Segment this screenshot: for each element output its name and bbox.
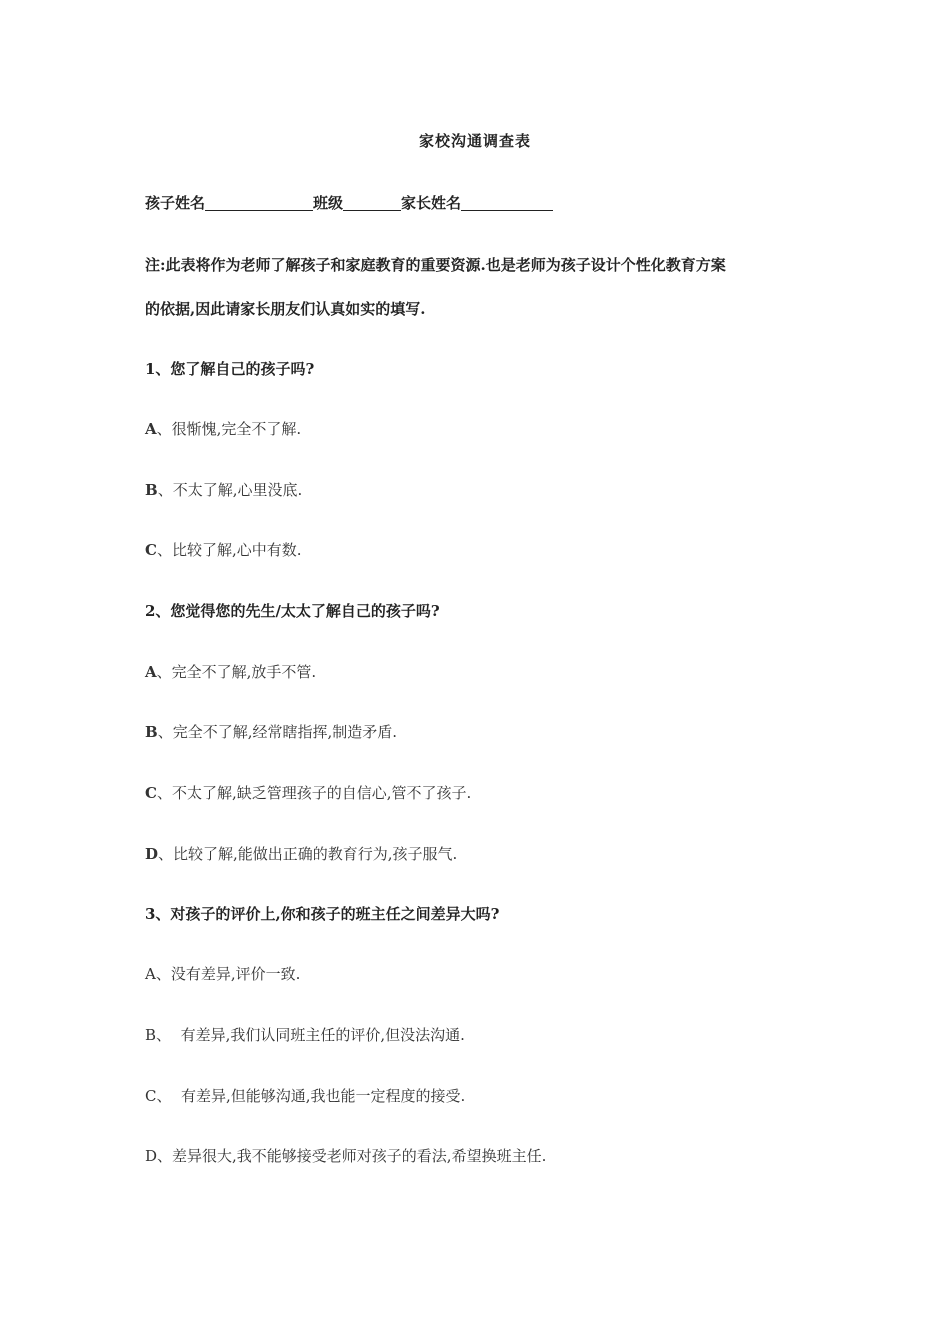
info-line xyxy=(145,192,553,213)
question-2: 2、您觉得您的先生/太太了解自己的孩子吗? xyxy=(145,602,440,620)
option-letter: B xyxy=(145,1026,157,1044)
q2-option-a[interactable] xyxy=(145,661,316,682)
option-letter: C xyxy=(145,1087,157,1105)
option-text: 、不太了解,心里没底. xyxy=(157,481,303,499)
page-title: 家校沟通调查表 xyxy=(418,132,531,150)
child-name-field[interactable] xyxy=(205,194,313,211)
note-line-2: 的依据,因此请家长朋友们认真如实的填写. xyxy=(145,300,426,318)
q3-option-a[interactable] xyxy=(145,963,300,984)
note-line-1: 注:此表将作为老师了解孩子和家庭教育的重要资源.也是老师为孩子设计个性化教育方案 xyxy=(145,256,726,274)
option-letter: D xyxy=(145,845,159,863)
option-text: 、不太了解,缺乏管理孩子的自信心,管不了孩子. xyxy=(156,784,472,802)
option-text: 、完全不了解,放手不管. xyxy=(156,663,317,681)
option-text: 、 有差异,但能够沟通,我也能一定程度的接受. xyxy=(156,1087,466,1105)
q3-option-b[interactable] xyxy=(145,1024,465,1045)
option-letter: A xyxy=(145,420,157,438)
q1-option-a[interactable] xyxy=(145,418,301,439)
q2-option-b[interactable] xyxy=(145,721,397,742)
q3-option-d[interactable] xyxy=(145,1145,546,1166)
option-text: 、比较了解,能做出正确的教育行为,孩子服气. xyxy=(158,845,458,863)
q2-option-c[interactable] xyxy=(145,782,471,803)
q2-option-d[interactable] xyxy=(145,843,457,864)
option-letter: C xyxy=(145,784,157,802)
option-text: 、没有差异,评价一致. xyxy=(155,965,301,983)
option-text: 、很惭愧,完全不了解. xyxy=(156,420,302,438)
class-field[interactable] xyxy=(343,194,401,211)
option-text: 、差异很大,我不能够接受老师对孩子的看法,希望换班主任. xyxy=(157,1147,547,1165)
class-label: 班级 xyxy=(313,194,344,212)
q1-option-c[interactable] xyxy=(145,539,302,560)
option-letter: B xyxy=(145,481,158,499)
child-name-label: 孩子姓名 xyxy=(145,194,206,212)
option-text: 、比较了解,心中有数. xyxy=(156,541,302,559)
option-text: 、完全不了解,经常瞎指挥,制造矛盾. xyxy=(157,723,397,741)
q1-option-b[interactable] xyxy=(145,479,302,500)
question-3: 3、对孩子的评价上,你和孩子的班主任之间差异大吗? xyxy=(145,905,500,923)
option-text: 、 有差异,我们认同班主任的评价,但没法沟通. xyxy=(156,1026,465,1044)
question-1: 1、您了解自己的孩子吗? xyxy=(145,360,315,378)
parent-name-label: 家长姓名 xyxy=(401,194,462,212)
parent-name-field[interactable] xyxy=(461,194,553,211)
q3-option-c[interactable] xyxy=(145,1085,465,1106)
option-letter: B xyxy=(145,723,158,741)
option-letter: C xyxy=(145,541,157,559)
option-letter: A xyxy=(145,965,156,983)
option-letter: A xyxy=(145,663,157,681)
option-letter: D xyxy=(145,1147,158,1165)
